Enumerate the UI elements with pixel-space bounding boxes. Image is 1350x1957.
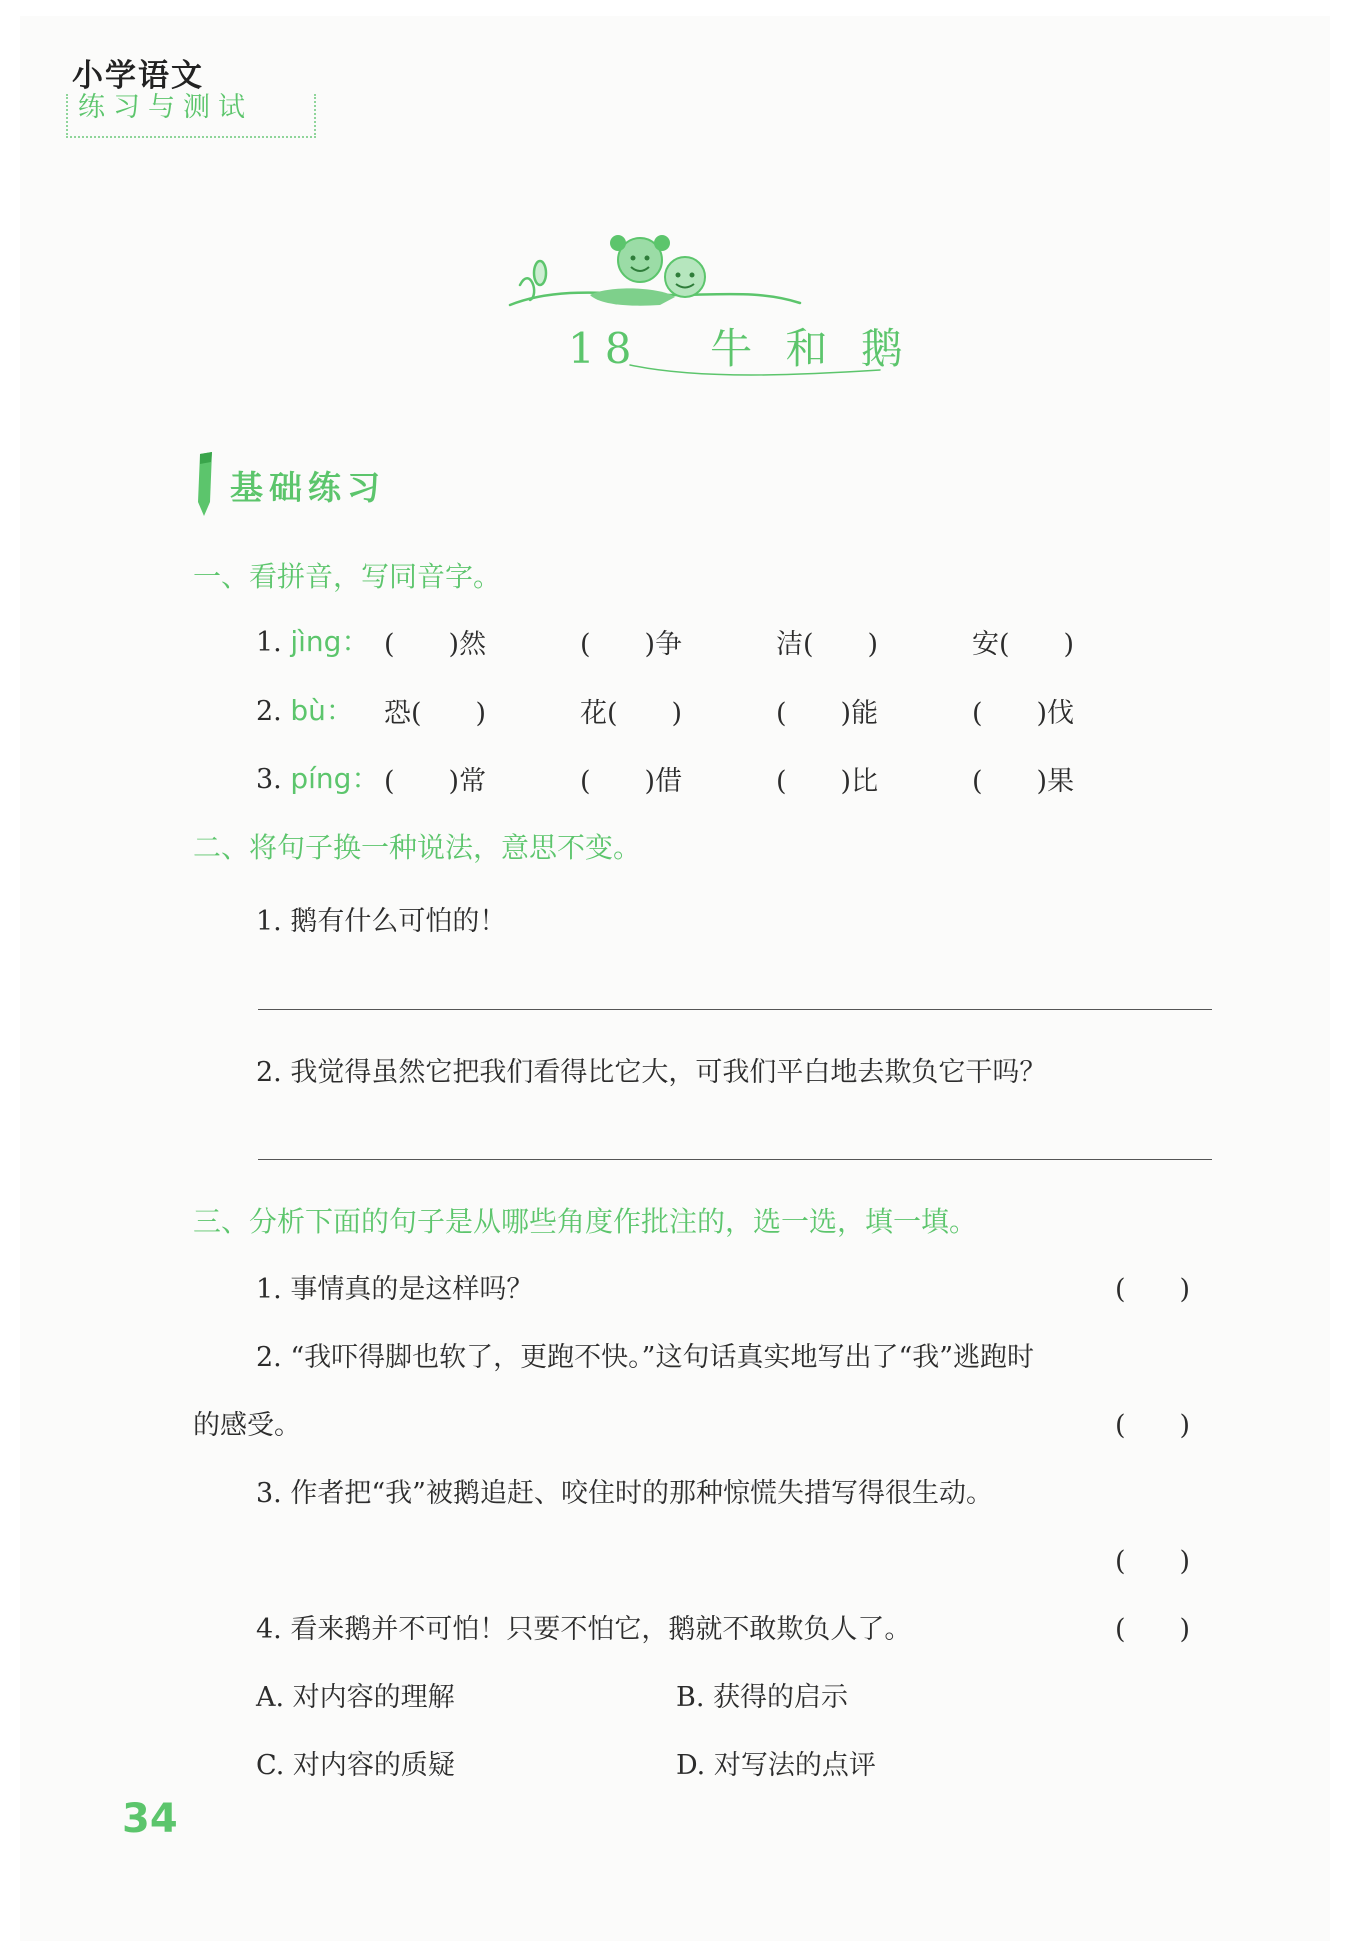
q3-item-2-cont: 的感受。 [193, 1410, 301, 1441]
option-a: A. 对内容的理解 [256, 1682, 455, 1713]
q2-item-1: 1. 鹅有什么可怕的！ [256, 906, 507, 937]
lesson-number: 18 [568, 324, 642, 373]
answer-parentheses[interactable]: ( ) [1115, 1410, 1191, 1441]
q3-item-3: 3. 作者把“我”被鹅追赶、咬住时的那种惊慌失措写得很生动。 [256, 1478, 993, 1509]
answer-parentheses[interactable]: ( ) [1115, 1614, 1191, 1645]
q3-item-4: 4. 看来鹅并不可怕！只要不怕它，鹅就不敢欺负人了。 [256, 1614, 912, 1645]
page-number: 34 [122, 1796, 178, 1842]
q1-blank[interactable]: ( )常 [384, 766, 487, 797]
q1-row-num: 1. [256, 627, 282, 658]
brand-subtitle: 练习与测试 [66, 94, 316, 138]
q1-row-pinyin: bù [290, 694, 326, 727]
q1-blank[interactable]: ( )果 [972, 766, 1075, 797]
q2-item-2: 2. 我觉得虽然它把我们看得比它大，可我们平白地去欺负它干吗？ [256, 1057, 1047, 1088]
q1-blank[interactable]: 恐( ) [384, 698, 487, 729]
q1-row-3: 3. píng： [256, 762, 380, 795]
option-d: D. 对写法的点评 [676, 1750, 876, 1781]
q1-row-num: 2. [256, 696, 282, 727]
option-c: C. 对内容的质疑 [256, 1750, 455, 1781]
q1-row-pinyin: jìng [290, 625, 342, 658]
q1-blank[interactable]: ( )借 [580, 766, 683, 797]
q3-item-2: 2. “我吓得脚也软了，更跑不快。”这句话真实地写出了“我”逃跑时 [256, 1342, 1035, 1373]
q1-blank[interactable]: ( )然 [384, 629, 487, 660]
lesson-heading [568, 316, 913, 376]
q1-blank[interactable]: ( )能 [776, 698, 879, 729]
q1-row-2: 2. bù： [256, 694, 354, 727]
q1-heading: 一、看拼音，写同音字。 [193, 560, 502, 593]
section-label: 基础练习 [230, 468, 386, 507]
pencil-icon [190, 448, 220, 520]
boy-face-icon [665, 257, 705, 297]
q3-heading: 三、分析下面的句子是从哪些角度作批注的，选一选，填一填。 [193, 1205, 978, 1238]
answer-line[interactable] [258, 1159, 1212, 1160]
answer-parentheses[interactable]: ( ) [1115, 1546, 1191, 1577]
q1-blank[interactable]: ( )争 [580, 629, 683, 660]
q2-heading: 二、将句子换一种说法，意思不变。 [193, 831, 642, 864]
answer-parentheses[interactable]: ( ) [1115, 1274, 1191, 1305]
option-b: B. 获得的启示 [676, 1682, 849, 1713]
girl-face-icon [610, 235, 670, 282]
q1-row-1: 1. jìng： [256, 625, 370, 658]
q1-blank[interactable]: ( )伐 [972, 698, 1075, 729]
answer-line[interactable] [258, 1009, 1212, 1010]
q1-blank[interactable]: 安( ) [972, 629, 1075, 660]
q1-blank[interactable]: 洁( ) [776, 629, 879, 660]
brand-title: 小学语文 [72, 58, 204, 94]
lesson-title: 牛 和 鹅 [710, 324, 913, 373]
q1-blank[interactable]: ( )比 [776, 766, 879, 797]
q1-row-pinyin: píng [290, 762, 352, 795]
q3-item-1: 1. 事情真的是这样吗？ [256, 1274, 534, 1305]
q1-row-num: 3. [256, 764, 282, 795]
q1-blank[interactable]: 花( ) [580, 698, 683, 729]
